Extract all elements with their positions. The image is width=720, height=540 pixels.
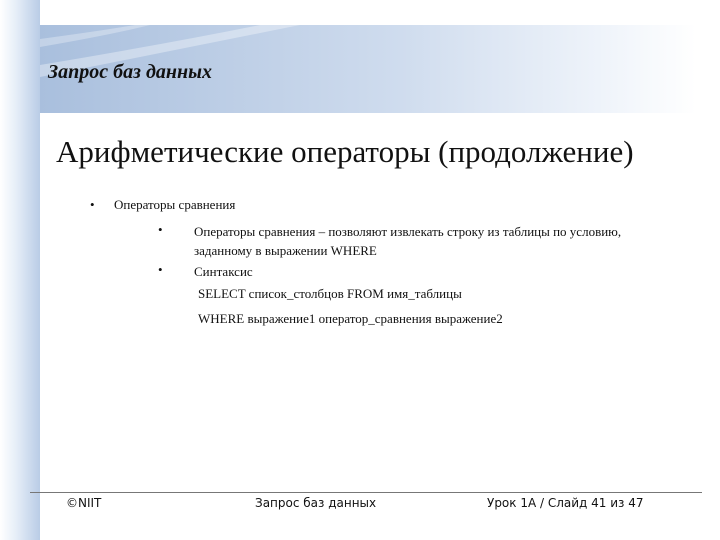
footer-course-title: Запрос баз данных xyxy=(255,496,377,510)
syntax-line: SELECT список_столбцов FROM имя_таблицы xyxy=(198,286,462,301)
bullet-text: Операторы сравнения xyxy=(114,197,236,212)
bullet-icon: • xyxy=(158,262,163,277)
sub-bullet-line: Операторы сравнения – позволяют извлекать строку из таблицы по условию, xyxy=(194,224,622,239)
sub-bullet-line: заданному в выражении WHERE xyxy=(194,243,377,258)
footer-slide-number: Урок 1A / Слайд 41 из 47 xyxy=(487,496,644,510)
sub-bullet-text: Синтаксис xyxy=(194,264,253,279)
left-decorative-bar xyxy=(0,0,40,540)
footer-divider xyxy=(30,492,702,493)
header-title: Запрос баз данных xyxy=(48,61,212,83)
footer-copyright: ©NIIT xyxy=(66,496,102,510)
bullet-icon: • xyxy=(90,197,95,212)
bullet-icon: • xyxy=(158,222,163,237)
header-band xyxy=(40,25,696,113)
syntax-line: WHERE выражение1 оператор_сравнения выражение2 xyxy=(198,311,503,326)
sub-bullet-text xyxy=(194,222,621,260)
slide-title: Арифметические операторы (продолжение) xyxy=(56,134,634,169)
